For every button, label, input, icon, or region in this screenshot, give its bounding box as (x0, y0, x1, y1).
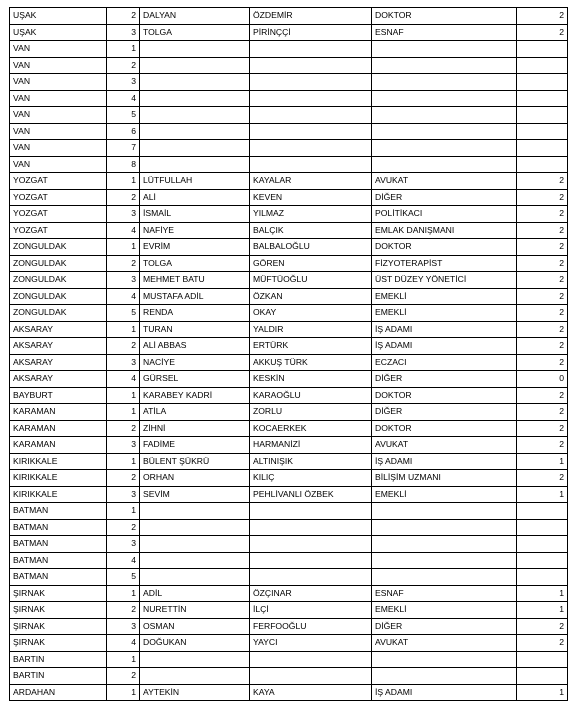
cell-first-name (140, 668, 250, 685)
cell-occupation (372, 107, 517, 124)
cell-count: 1 (517, 602, 568, 619)
table-row (10, 305, 568, 322)
cell-city: VAN (10, 123, 107, 140)
cell-number: 3 (107, 437, 140, 454)
cell-first-name (140, 41, 250, 58)
cell-occupation: DİĞER (372, 404, 517, 421)
cell-first-name (140, 90, 250, 107)
cell-count: 1 (517, 486, 568, 503)
cell-count: 2 (517, 189, 568, 206)
cell-first-name: NAFİYE (140, 222, 250, 239)
cell-occupation: ESNAF (372, 24, 517, 41)
cell-city: VAN (10, 74, 107, 91)
cell-number: 1 (107, 651, 140, 668)
cell-first-name: AYTEKİN (140, 684, 250, 701)
table-row (10, 602, 568, 619)
cell-city: KARAMAN (10, 404, 107, 421)
cell-first-name: BÜLENT ŞÜKRÜ (140, 453, 250, 470)
cell-number: 3 (107, 206, 140, 223)
table-row (10, 107, 568, 124)
cell-occupation: DİĞER (372, 189, 517, 206)
cell-city: BATMAN (10, 552, 107, 569)
cell-city: BATMAN (10, 503, 107, 520)
cell-count: 2 (517, 635, 568, 652)
cell-number: 4 (107, 552, 140, 569)
table-row (10, 206, 568, 223)
cell-surname: ALTINIŞIK (250, 453, 372, 470)
cell-first-name (140, 519, 250, 536)
cell-city: VAN (10, 140, 107, 157)
table-row (10, 470, 568, 487)
table-row (10, 387, 568, 404)
table-row (10, 651, 568, 668)
cell-first-name (140, 536, 250, 553)
cell-surname: HARMANİZİ (250, 437, 372, 454)
cell-number: 2 (107, 602, 140, 619)
cell-city: KARAMAN (10, 437, 107, 454)
table-row (10, 684, 568, 701)
cell-occupation: AVUKAT (372, 437, 517, 454)
table-row (10, 239, 568, 256)
cell-count: 2 (517, 288, 568, 305)
cell-city: VAN (10, 41, 107, 58)
cell-first-name: MEHMET BATU (140, 272, 250, 289)
cell-occupation (372, 41, 517, 58)
cell-city: BATMAN (10, 536, 107, 553)
cell-occupation (372, 519, 517, 536)
cell-occupation: ESNAF (372, 585, 517, 602)
cell-count: 2 (517, 8, 568, 25)
cell-first-name: RENDA (140, 305, 250, 322)
cell-occupation: İŞ ADAMI (372, 453, 517, 470)
cell-city: VAN (10, 57, 107, 74)
table-row (10, 453, 568, 470)
cell-occupation: AVUKAT (372, 635, 517, 652)
cell-surname (250, 140, 372, 157)
cell-city: KARAMAN (10, 420, 107, 437)
cell-count: 2 (517, 470, 568, 487)
cell-number: 1 (107, 453, 140, 470)
cell-surname: YAYCI (250, 635, 372, 652)
cell-number: 3 (107, 354, 140, 371)
cell-number: 1 (107, 239, 140, 256)
cell-number: 2 (107, 8, 140, 25)
table-row (10, 41, 568, 58)
cell-occupation: EMEKLİ (372, 288, 517, 305)
cell-number: 3 (107, 536, 140, 553)
cell-first-name: GÜRSEL (140, 371, 250, 388)
cell-number: 1 (107, 684, 140, 701)
cell-first-name: NURETTİN (140, 602, 250, 619)
cell-count (517, 107, 568, 124)
cell-surname: GÖREN (250, 255, 372, 272)
table-row (10, 338, 568, 355)
cell-surname: KILIÇ (250, 470, 372, 487)
cell-surname (250, 552, 372, 569)
cell-count: 1 (517, 684, 568, 701)
cell-city: BARTIN (10, 651, 107, 668)
cell-count: 1 (517, 453, 568, 470)
table-row (10, 222, 568, 239)
cell-first-name: KARABEY KADRİ (140, 387, 250, 404)
cell-surname (250, 668, 372, 685)
cell-count: 2 (517, 321, 568, 338)
cell-count: 2 (517, 206, 568, 223)
cell-surname: MÜFTÜOĞLU (250, 272, 372, 289)
cell-city: UŞAK (10, 24, 107, 41)
cell-surname: İLÇİ (250, 602, 372, 619)
cell-surname: KAYA (250, 684, 372, 701)
cell-first-name: EVRİM (140, 239, 250, 256)
cell-occupation: POLİTİKACI (372, 206, 517, 223)
cell-number: 3 (107, 486, 140, 503)
cell-first-name: TOLGA (140, 24, 250, 41)
cell-count (517, 140, 568, 157)
cell-number: 3 (107, 272, 140, 289)
cell-surname (250, 651, 372, 668)
cell-number: 4 (107, 635, 140, 652)
cell-count: 2 (517, 354, 568, 371)
cell-occupation: EMEKLİ (372, 305, 517, 322)
cell-surname (250, 156, 372, 173)
cell-number: 3 (107, 24, 140, 41)
table-row (10, 156, 568, 173)
cell-number: 4 (107, 288, 140, 305)
cell-first-name (140, 651, 250, 668)
cell-count (517, 519, 568, 536)
cell-count (517, 668, 568, 685)
cell-surname (250, 503, 372, 520)
cell-city: AKSARAY (10, 371, 107, 388)
cell-number: 5 (107, 107, 140, 124)
cell-count (517, 156, 568, 173)
cell-surname: AKKUŞ TÜRK (250, 354, 372, 371)
cell-count: 1 (517, 585, 568, 602)
cell-number: 1 (107, 321, 140, 338)
cell-surname: OKAY (250, 305, 372, 322)
cell-city: ZONGULDAK (10, 305, 107, 322)
cell-count: 2 (517, 173, 568, 190)
table-row (10, 140, 568, 157)
cell-occupation: DİĞER (372, 371, 517, 388)
cell-occupation (372, 74, 517, 91)
cell-number: 1 (107, 404, 140, 421)
data-table (9, 7, 568, 701)
cell-number: 2 (107, 668, 140, 685)
cell-occupation (372, 503, 517, 520)
table-row (10, 618, 568, 635)
cell-city: KIRIKKALE (10, 486, 107, 503)
table-row (10, 503, 568, 520)
cell-city: ŞIRNAK (10, 602, 107, 619)
cell-surname (250, 123, 372, 140)
cell-city: ŞIRNAK (10, 618, 107, 635)
cell-occupation: İŞ ADAMI (372, 321, 517, 338)
cell-occupation: BİLİŞİM UZMANI (372, 470, 517, 487)
cell-count: 2 (517, 618, 568, 635)
table-row (10, 404, 568, 421)
table-row (10, 189, 568, 206)
cell-occupation: ÜST DÜZEY YÖNETİCİ (372, 272, 517, 289)
cell-city: KIRIKKALE (10, 470, 107, 487)
cell-city: UŞAK (10, 8, 107, 25)
cell-number: 7 (107, 140, 140, 157)
cell-occupation (372, 668, 517, 685)
cell-city: YOZGAT (10, 173, 107, 190)
cell-city: BATMAN (10, 569, 107, 586)
cell-count: 2 (517, 272, 568, 289)
cell-first-name: NACİYE (140, 354, 250, 371)
cell-count: 2 (517, 437, 568, 454)
cell-city: VAN (10, 90, 107, 107)
cell-first-name (140, 503, 250, 520)
cell-number: 4 (107, 222, 140, 239)
cell-number: 1 (107, 387, 140, 404)
cell-surname: BALÇIK (250, 222, 372, 239)
cell-surname (250, 41, 372, 58)
cell-occupation: AVUKAT (372, 173, 517, 190)
cell-surname: KARAOĞLU (250, 387, 372, 404)
cell-occupation: DOKTOR (372, 8, 517, 25)
cell-first-name: LÜTFULLAH (140, 173, 250, 190)
table-row (10, 668, 568, 685)
cell-occupation (372, 57, 517, 74)
cell-count: 2 (517, 239, 568, 256)
cell-first-name: DALYAN (140, 8, 250, 25)
cell-first-name (140, 156, 250, 173)
cell-city: BAYBURT (10, 387, 107, 404)
cell-surname: KESKİN (250, 371, 372, 388)
cell-surname: KOCAERKEK (250, 420, 372, 437)
cell-first-name: ADİL (140, 585, 250, 602)
table-row (10, 255, 568, 272)
table-row (10, 354, 568, 371)
cell-number: 5 (107, 569, 140, 586)
cell-city: YOZGAT (10, 206, 107, 223)
cell-first-name (140, 569, 250, 586)
cell-count (517, 536, 568, 553)
cell-first-name (140, 123, 250, 140)
cell-count (517, 552, 568, 569)
cell-surname: ÖZÇINAR (250, 585, 372, 602)
cell-count: 2 (517, 222, 568, 239)
cell-first-name: ATİLA (140, 404, 250, 421)
table-row (10, 519, 568, 536)
cell-occupation: DOKTOR (372, 420, 517, 437)
cell-first-name: MUSTAFA ADİL (140, 288, 250, 305)
table-body (10, 8, 568, 701)
cell-first-name (140, 57, 250, 74)
table-row (10, 321, 568, 338)
cell-occupation: İŞ ADAMI (372, 338, 517, 355)
cell-occupation: FİZYOTERAPİST (372, 255, 517, 272)
cell-number: 2 (107, 420, 140, 437)
cell-city: VAN (10, 156, 107, 173)
cell-number: 1 (107, 41, 140, 58)
cell-surname: FERFOOĞLU (250, 618, 372, 635)
cell-first-name (140, 107, 250, 124)
cell-number: 2 (107, 519, 140, 536)
cell-city: BARTIN (10, 668, 107, 685)
cell-number: 3 (107, 74, 140, 91)
cell-surname: PİRİNÇÇİ (250, 24, 372, 41)
cell-count: 2 (517, 255, 568, 272)
cell-first-name: TURAN (140, 321, 250, 338)
cell-city: YOZGAT (10, 189, 107, 206)
cell-count: 2 (517, 387, 568, 404)
table-row (10, 24, 568, 41)
cell-occupation (372, 552, 517, 569)
cell-occupation (372, 156, 517, 173)
cell-surname (250, 57, 372, 74)
cell-surname (250, 107, 372, 124)
cell-count: 2 (517, 404, 568, 421)
table-row (10, 57, 568, 74)
cell-occupation: ECZACI (372, 354, 517, 371)
cell-surname: KEVEN (250, 189, 372, 206)
cell-city: ZONGULDAK (10, 239, 107, 256)
cell-first-name (140, 140, 250, 157)
cell-first-name: ALİ ABBAS (140, 338, 250, 355)
cell-city: AKSARAY (10, 338, 107, 355)
cell-first-name (140, 74, 250, 91)
cell-count: 2 (517, 420, 568, 437)
cell-number: 8 (107, 156, 140, 173)
table-row (10, 486, 568, 503)
table-row (10, 437, 568, 454)
cell-number: 1 (107, 173, 140, 190)
cell-city: AKSARAY (10, 321, 107, 338)
cell-count: 2 (517, 305, 568, 322)
cell-surname: ÖZDEMİR (250, 8, 372, 25)
cell-first-name: OSMAN (140, 618, 250, 635)
cell-occupation: DOKTOR (372, 239, 517, 256)
cell-first-name: ORHAN (140, 470, 250, 487)
cell-city: ZONGULDAK (10, 255, 107, 272)
cell-city: KIRIKKALE (10, 453, 107, 470)
cell-count: 0 (517, 371, 568, 388)
cell-count (517, 569, 568, 586)
cell-count (517, 503, 568, 520)
cell-surname: BALBALOĞLU (250, 239, 372, 256)
cell-city: ZONGULDAK (10, 288, 107, 305)
cell-number: 3 (107, 618, 140, 635)
cell-count: 2 (517, 24, 568, 41)
table-row (10, 420, 568, 437)
table-row (10, 8, 568, 25)
cell-surname (250, 536, 372, 553)
cell-occupation (372, 140, 517, 157)
cell-number: 2 (107, 57, 140, 74)
table-row (10, 90, 568, 107)
table-row (10, 74, 568, 91)
table-row (10, 585, 568, 602)
cell-surname: ÖZKAN (250, 288, 372, 305)
cell-number: 6 (107, 123, 140, 140)
cell-occupation (372, 123, 517, 140)
cell-occupation: DOKTOR (372, 387, 517, 404)
cell-count: 2 (517, 338, 568, 355)
cell-occupation: EMEKLİ (372, 602, 517, 619)
cell-first-name: FADİME (140, 437, 250, 454)
cell-count (517, 90, 568, 107)
cell-number: 2 (107, 255, 140, 272)
cell-number: 1 (107, 585, 140, 602)
table-row (10, 123, 568, 140)
cell-city: ARDAHAN (10, 684, 107, 701)
cell-surname: ERTÜRK (250, 338, 372, 355)
cell-surname: KAYALAR (250, 173, 372, 190)
cell-number: 1 (107, 503, 140, 520)
cell-first-name: TOLGA (140, 255, 250, 272)
cell-city: AKSARAY (10, 354, 107, 371)
cell-count (517, 57, 568, 74)
table-row (10, 288, 568, 305)
cell-occupation: EMEKLİ (372, 486, 517, 503)
cell-occupation (372, 90, 517, 107)
cell-city: BATMAN (10, 519, 107, 536)
cell-surname (250, 90, 372, 107)
cell-first-name: ZİHNİ (140, 420, 250, 437)
cell-first-name: DOĞUKAN (140, 635, 250, 652)
cell-number: 2 (107, 470, 140, 487)
cell-city: YOZGAT (10, 222, 107, 239)
cell-city: ZONGULDAK (10, 272, 107, 289)
cell-number: 4 (107, 90, 140, 107)
table-row (10, 173, 568, 190)
cell-occupation: EMLAK DANIŞMANI (372, 222, 517, 239)
cell-count (517, 41, 568, 58)
cell-surname: PEHLİVANLI ÖZBEK (250, 486, 372, 503)
cell-occupation: İŞ ADAMI (372, 684, 517, 701)
cell-count (517, 74, 568, 91)
table-row (10, 371, 568, 388)
table-row (10, 272, 568, 289)
cell-first-name (140, 552, 250, 569)
cell-number: 4 (107, 371, 140, 388)
cell-city: ŞIRNAK (10, 635, 107, 652)
cell-surname (250, 569, 372, 586)
cell-count (517, 651, 568, 668)
cell-occupation (372, 651, 517, 668)
cell-number: 2 (107, 189, 140, 206)
cell-first-name: SEVİM (140, 486, 250, 503)
cell-city: VAN (10, 107, 107, 124)
cell-occupation (372, 536, 517, 553)
table-row (10, 552, 568, 569)
cell-surname (250, 519, 372, 536)
cell-surname (250, 74, 372, 91)
cell-first-name: ALİ (140, 189, 250, 206)
cell-number: 5 (107, 305, 140, 322)
table-row (10, 635, 568, 652)
cell-city: ŞIRNAK (10, 585, 107, 602)
cell-surname: YALDIR (250, 321, 372, 338)
cell-surname: ZORLU (250, 404, 372, 421)
cell-occupation: DİĞER (372, 618, 517, 635)
table-row (10, 536, 568, 553)
cell-number: 2 (107, 338, 140, 355)
table-row (10, 569, 568, 586)
cell-first-name: İSMAİL (140, 206, 250, 223)
cell-surname: YILMAZ (250, 206, 372, 223)
cell-count (517, 123, 568, 140)
cell-occupation (372, 569, 517, 586)
